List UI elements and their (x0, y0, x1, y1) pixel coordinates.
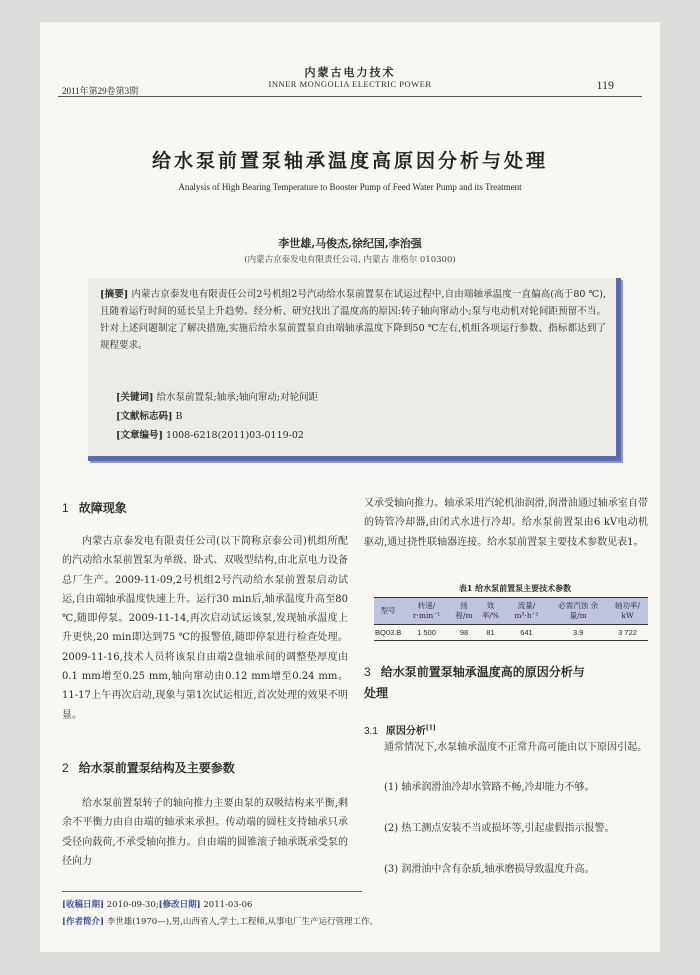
journal-page (40, 22, 660, 952)
abstract-box (88, 278, 621, 461)
subsection-3-1-intro: 通常情况下,水泵轴承温度不正常升高可能由以下原因引起。 (384, 742, 648, 753)
table-row (374, 625, 648, 641)
table-header: 效率/% (477, 598, 503, 625)
table-1-caption: 表1 给水泵前置泵主要技术参数 (458, 583, 572, 593)
keywords: 给水泵前置泵;轴承;轴向窜动;对轮间距 (156, 392, 319, 403)
section-2-heading: 2 给水泵前置泵结构及主要参数 (62, 761, 235, 775)
affiliation: (内蒙古京泰发电有限责任公司, 内蒙古 准格尔 010300) (244, 255, 456, 265)
journal-title-en: INNER MONGOLIA ELECTRIC POWER (268, 79, 432, 89)
table-header: 轴功率/ kW (607, 598, 648, 625)
footnote-rule (62, 891, 362, 892)
page-number: 119 (596, 78, 614, 92)
authors: 李世雄,马俊杰,徐纪国,李治强 (278, 237, 422, 250)
table-cell: 3.9 (549, 625, 607, 641)
table-cell: 3 722 (607, 625, 648, 641)
doc-code: B (175, 411, 183, 422)
issue-info: 2011年第29卷第3期 (62, 86, 139, 96)
cause-item-3: (3) 润滑油中含有杂质,轴承磨损导致温度升高。 (384, 864, 595, 875)
section-2-body: 给水泵前置泵转子的轴向推力主要由泵的双吸结构来平衡,剩余不平衡力由自由端的轴承来承担。传动端的圆柱支持轴承只承受径向载荷,不承受轴向推力。自由端的圆锥滚子轴承既承受泵的径向力 (62, 798, 348, 867)
author-bio-line: [作者简介] 李世雄(1970—),男,山西省人,学士,工程师,从事电厂生产运行管理工作。 (62, 917, 379, 927)
article-no-line (116, 427, 304, 441)
keywords-label: [关键词] (116, 392, 154, 403)
doc-code-line (116, 408, 183, 422)
table-cell: BQ03.B (374, 625, 402, 641)
abstract-label: [摘要] (100, 289, 129, 300)
header-rule (58, 96, 642, 97)
table-cell: 98 (451, 625, 477, 641)
table-cell: 1 500 (402, 625, 451, 641)
table-header: 扬程/m (451, 598, 477, 625)
section-1-body: 内蒙古京泰发电有限责任公司(以下简称京泰公司)机组所配的汽动给水泵前置泵为单级、卧式、双吸型结构,由北京电力设备总厂生产。2009-11-09,2号机组2号汽动给水泵前置泵启动试运,自由端轴承温度快速上升。运行30 min后,轴承温度升高至80 ℃,随即停泵。2009-11-14,再次启动试运该泵,发现轴承温度上升更快,20 min即达到75 ℃的报警值,随即停泵进行检查处理。2009-11-16,技术人员将该泵自由端2盘轴承间的调整垫厚度由0.1 mm增至0.25 mm,轴向窜动由0.12 mm增至0.24 mm。11-17上午再次启动,现象与第1次试运相近,首次处理的效果不明显。 (62, 536, 348, 721)
table-header: 必需汽蚀 余量/m (549, 598, 607, 625)
article-title-cn: 给水泵前置泵轴承温度高原因分析与处理 (151, 150, 548, 172)
cause-item-1: (1) 轴承润滑油冷却水管路不畅,冷却能力不够。 (384, 782, 595, 793)
keywords-line (116, 389, 318, 403)
table-cell: 641 (504, 625, 550, 641)
cause-item-2: (2) 热工测点安装不当或损坏等,引起虚假指示报警。 (384, 823, 615, 834)
article-title-en: Analysis of High Bearing Temperature to Booster Pump of Feed Water Pump and its Treatment (178, 182, 522, 192)
received-date-line: [收稿日期] 2010-09-30;[修改日期] 2011-03-06 (62, 900, 253, 910)
table-cell: 81 (477, 625, 503, 641)
table-1 (374, 597, 648, 641)
section-3-heading: 3 给水泵前置泵轴承温度高的原因分析与 处理 (364, 665, 585, 700)
doc-code-label: [文献标志码] (116, 411, 173, 422)
table-header: 转速/ r·min⁻¹ (402, 598, 451, 625)
table-header: 流量/ m³·h⁻¹ (504, 598, 550, 625)
abstract-text (100, 286, 606, 354)
article-no: 1008-6218(2011)03-0119-02 (166, 430, 304, 441)
subsection-3-1-heading: 3.1 原因分析[1] (364, 724, 436, 737)
abstract-body: 内蒙古京泰发电有限责任公司2号机组2号汽动给水泵前置泵在试运过程中,自由端轴承温度一直偏高(高于80 ℃),且随着运行时间的延长呈上升趋势。经分析、研究找出了温度高的原因:转子轴向窜动小;泵与电动机对轮间距预留不当。针对上述问题制定了解决措施,实施后给水泵前置泵自由端轴承温度下降到50 ℃左右,机组各项运行参数、指标都达到了规程要求。 (100, 289, 606, 351)
section-1-heading: 1 故障现象 (62, 501, 127, 515)
section-2-body-continued: 又承受轴向推力。轴承采用汽轮机油润滑,润滑油通过轴承室自带的铸管冷却器,由闭式水进行冷却。给水泵前置泵由6 kV电动机驱动,通过挠性联轴器连接。给水泵前置泵主要技术参数见表1。 (364, 498, 648, 548)
table-header: 型号 (374, 598, 402, 625)
journal-title-cn: 内蒙古电力技术 (304, 66, 396, 79)
article-no-label: [文章编号] (116, 430, 163, 441)
